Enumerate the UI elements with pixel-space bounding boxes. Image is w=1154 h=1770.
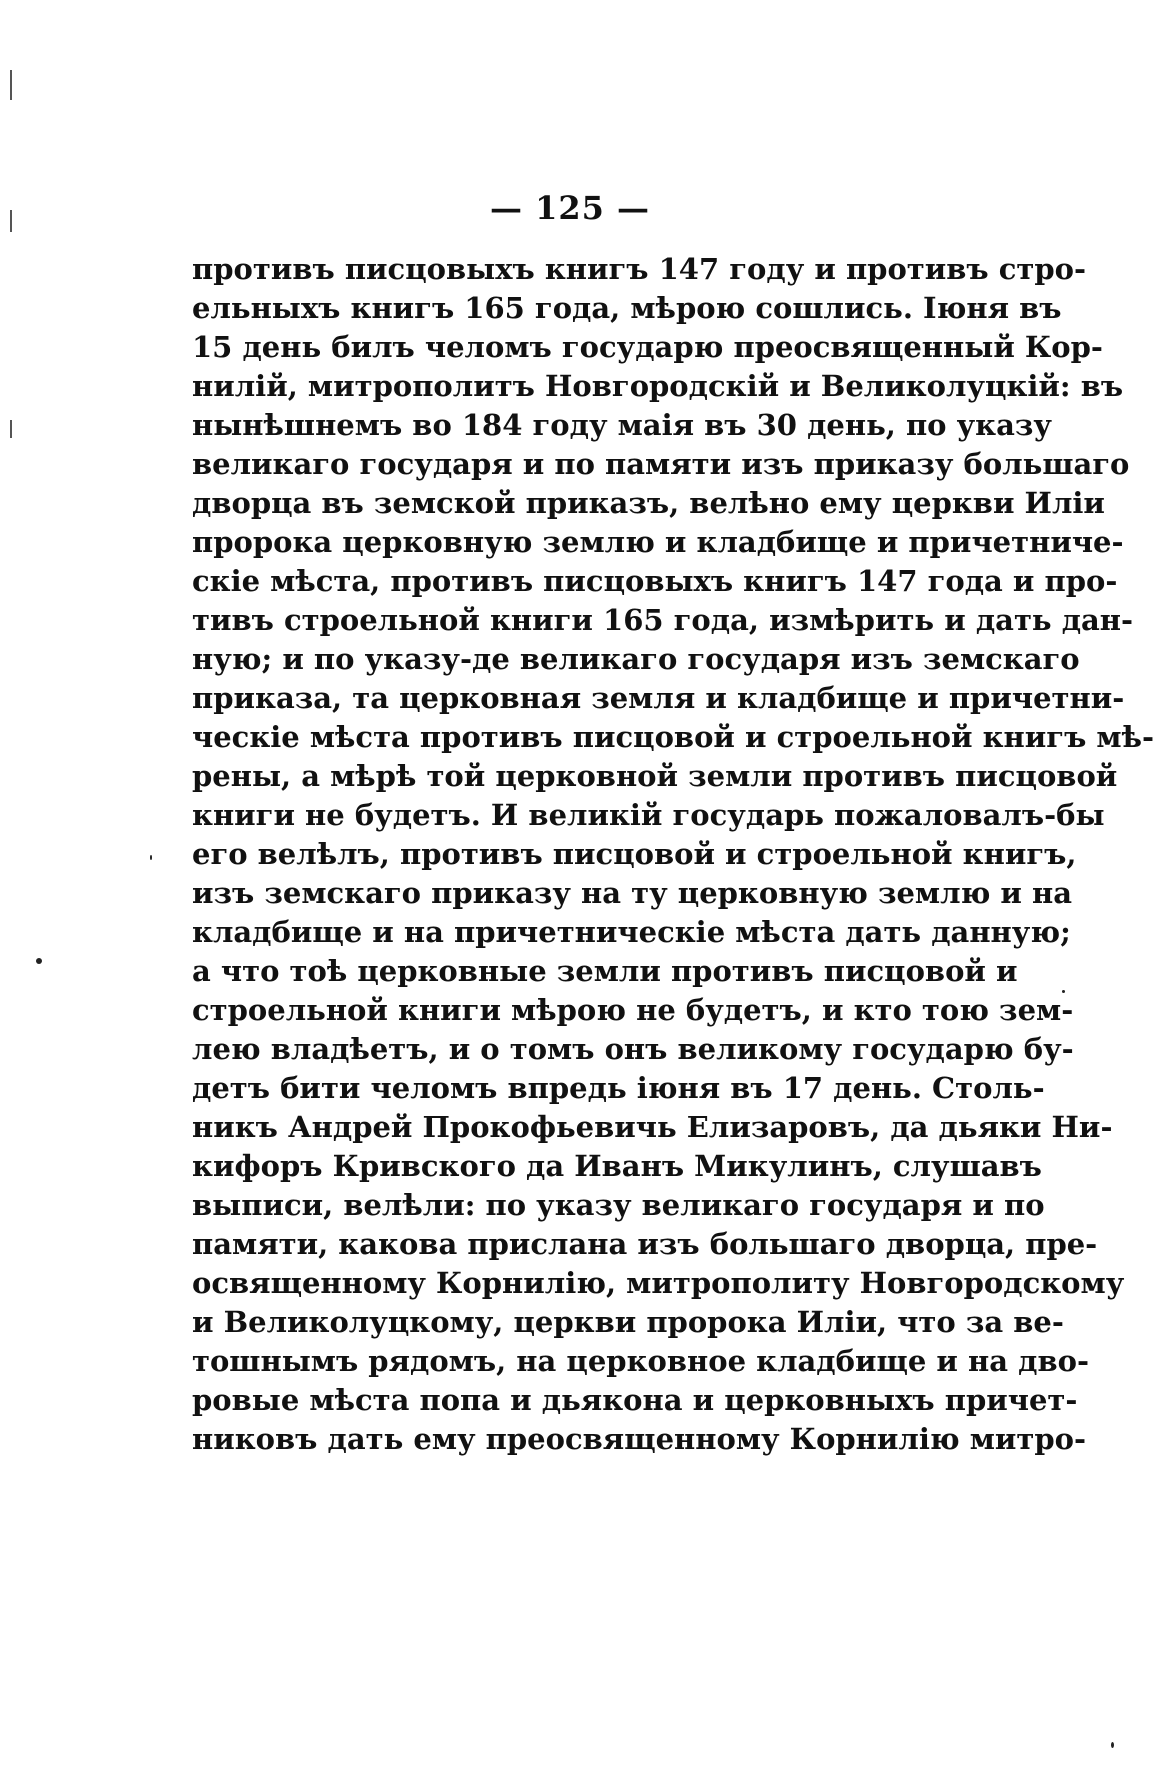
text-line: его велѣлъ, противъ писцовой и строельной книгъ, xyxy=(192,837,1077,871)
page-number: — 125 — xyxy=(489,189,651,227)
text-line: ровые мѣста попа и дьякона и церковныхъ причет- xyxy=(192,1383,1078,1417)
text-line: ческіе мѣста противъ писцовой и строельной книгъ мѣ- xyxy=(192,720,1154,754)
scan-speck xyxy=(150,855,152,860)
text-line: кифоръ Кривского да Иванъ Микулинъ, слушавъ xyxy=(192,1149,1042,1183)
scan-edge-mark xyxy=(10,420,12,438)
text-line: приказа, та церковная земля и кладбище и причетни- xyxy=(192,681,1125,715)
text-line: скіе мѣста, противъ писцовыхъ книгъ 147 года и про- xyxy=(192,564,1118,598)
text-line: пророка церковную землю и кладбище и причетниче- xyxy=(192,525,1124,559)
text-line: выписи, велѣли: по указу великаго государя и по xyxy=(192,1188,1045,1222)
text-line: никъ Андрей Прокофьевичь Елизаровъ, да дьяки Ни- xyxy=(192,1110,1113,1144)
text-line: 15 день билъ челомъ государю преосвященный Кор- xyxy=(192,330,1103,364)
text-line: противъ писцовыхъ книгъ 147 году и противъ стро- xyxy=(192,252,1087,286)
text-line: нынѣшнемъ во 184 году маія въ 30 день, по указу xyxy=(192,408,1052,442)
text-line: ельныхъ книгъ 165 года, мѣрою сошлись. Іюня въ xyxy=(192,291,1062,325)
text-line: тивъ строельной книги 165 года, измѣрить и дать дан- xyxy=(192,603,1134,637)
text-line: великаго государя и по памяти изъ приказу большаго xyxy=(192,447,1130,481)
text-line: памяти, какова прислана изъ большаго дворца, пре- xyxy=(192,1227,1098,1261)
text-line: тошнымъ рядомъ, на церковное кладбище и на дво- xyxy=(192,1344,1089,1378)
scan-speck xyxy=(36,958,42,964)
scan-edge-mark xyxy=(10,70,12,100)
text-line: дворца въ земской приказъ, велѣно ему церкви Иліи xyxy=(192,486,1105,520)
text-line: лею владѣетъ, и о томъ онъ великому государю бу- xyxy=(192,1032,1074,1066)
text-line: детъ бити челомъ впредь іюня въ 17 день. Столь- xyxy=(192,1071,1045,1105)
scan-edge-mark xyxy=(10,210,12,232)
scan-speck xyxy=(1062,990,1065,993)
text-line: а что тоѣ церковные земли противъ писцовой и xyxy=(192,954,1018,988)
text-line: книги не будетъ. И великій государь пожаловалъ-бы xyxy=(192,798,1105,832)
body-text xyxy=(192,250,1154,1459)
scan-speck xyxy=(1111,1742,1114,1748)
text-line: и Великолуцкому, церкви пророка Иліи, что за ве- xyxy=(192,1305,1064,1339)
text-line: нилій, митрополитъ Новгородскій и Великолуцкій: въ xyxy=(192,369,1124,403)
text-line: изъ земскаго приказу на ту церковную землю и на xyxy=(192,876,1073,910)
text-line: рены, а мѣрѣ той церковной земли противъ писцовой xyxy=(192,759,1118,793)
text-line: никовъ дать ему преосвященному Корнилію митро- xyxy=(192,1422,1087,1456)
text-line: кладбище и на причетническіе мѣста дать данную; xyxy=(192,915,1071,949)
text-line: ную; и по указу-де великаго государя изъ земскаго xyxy=(192,642,1080,676)
text-line: строельной книги мѣрою не будетъ, и кто тою зем- xyxy=(192,993,1074,1027)
text-line: освященному Корнилію, митрополиту Новгородскому xyxy=(192,1266,1125,1300)
